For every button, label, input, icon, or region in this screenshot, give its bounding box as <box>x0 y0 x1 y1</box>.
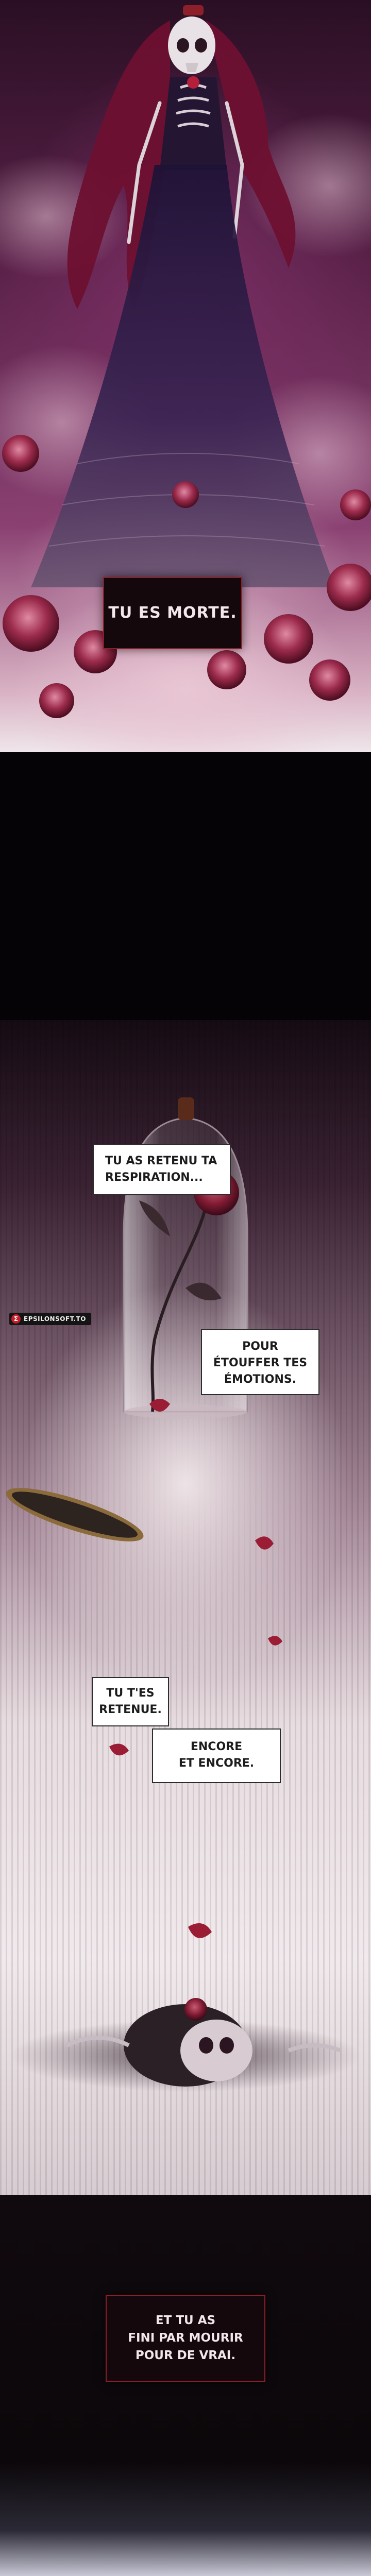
caption-line: FINI PAR MOURIR <box>128 2331 243 2345</box>
caption-fini-par-mourir <box>106 2295 265 2382</box>
bell-jar-illustration <box>0 1020 371 2195</box>
panel-black-gap <box>0 752 371 1020</box>
caption-line: RESPIRATION... <box>105 1171 203 1184</box>
caption-tu-tes-retenue <box>92 1677 169 1726</box>
caption-line: ET ENCORE. <box>178 1757 255 1770</box>
petals <box>109 1399 282 1938</box>
sigma-logo-icon: Σ <box>11 1314 21 1324</box>
caption-retenu-respiration <box>93 1144 231 1195</box>
caption-line: RETENUE. <box>99 1703 162 1716</box>
caption-line: ÉTOUFFER TES <box>213 1357 308 1369</box>
watermark-text: EPSILONSOFT.TO <box>24 1315 86 1323</box>
panel-bell-jar <box>0 1020 371 2195</box>
hand-mirror <box>2 1478 148 1552</box>
caption-line: ÉMOTIONS. <box>224 1373 297 1386</box>
caption-line: TU T'ES <box>106 1687 155 1700</box>
skull-head <box>168 5 215 74</box>
caption-line: POUR DE VRAI. <box>135 2349 236 2362</box>
caption-tu-es-morte <box>103 577 242 649</box>
torso <box>160 76 227 170</box>
skull-on-ground <box>10 1998 361 2092</box>
caption-etouffer-emotions <box>201 1329 319 1395</box>
caption-line: TU AS RETENU TA <box>105 1155 217 1167</box>
caption-line: ENCORE <box>190 1740 243 1753</box>
caption-line: POUR <box>242 1340 278 1353</box>
panel-final-caption <box>0 2195 371 2576</box>
caption-encore-et-encore <box>152 1728 281 1783</box>
panel-skeleton-lady <box>0 0 371 752</box>
watermark-badge <box>9 1313 91 1325</box>
caption-line: ET TU AS <box>155 2314 216 2327</box>
caption-text: TU ES MORTE. <box>108 604 237 622</box>
